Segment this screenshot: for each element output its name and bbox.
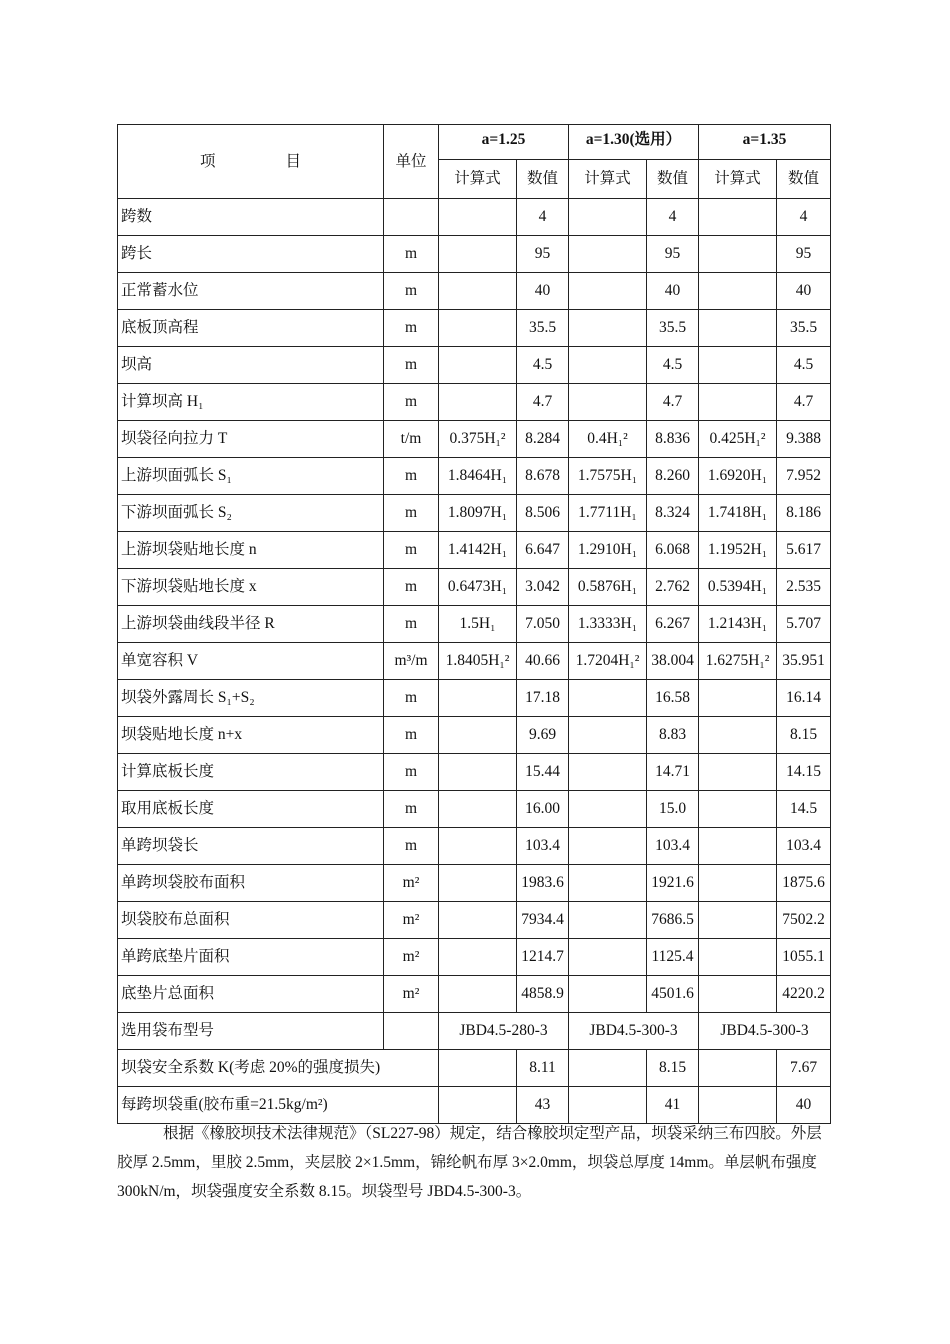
value-cell: 1921.6	[647, 865, 699, 902]
row-label: 上游坝袋贴地长度 n	[118, 532, 384, 569]
formula-cell	[439, 828, 517, 865]
row-label: 下游坝面弧长 S₂	[118, 495, 384, 532]
formula-cell	[699, 865, 777, 902]
table-row	[118, 791, 831, 828]
unit-cell: m³/m	[384, 643, 439, 680]
formula-cell	[569, 236, 647, 273]
unit-cell	[384, 1013, 439, 1050]
row-label: 下游坝袋贴地长度 x	[118, 569, 384, 606]
row-label: 坝袋胶布总面积	[118, 902, 384, 939]
value-cell: 5.617	[777, 532, 831, 569]
value-cell: 16.00	[517, 791, 569, 828]
table-row	[118, 939, 831, 976]
value-cell: 7502.2	[777, 902, 831, 939]
value-cell: 4220.2	[777, 976, 831, 1013]
unit-cell: m²	[384, 976, 439, 1013]
value-cell: 5.707	[777, 606, 831, 643]
formula-cell: 0.5394H₁	[699, 569, 777, 606]
formula-cell: 0.4H₁²	[569, 421, 647, 458]
table-row	[118, 606, 831, 643]
value-cell: 8.678	[517, 458, 569, 495]
formula-cell: 0.5876H₁	[569, 569, 647, 606]
formula-cell	[699, 199, 777, 236]
row-label: 坝袋贴地长度 n+x	[118, 717, 384, 754]
value-cell: 103.4	[517, 828, 569, 865]
value-cell: 17.18	[517, 680, 569, 717]
table-row	[118, 532, 831, 569]
unit-cell: m²	[384, 902, 439, 939]
value-cell: 95	[647, 236, 699, 273]
formula-cell: 1.2910H₁	[569, 532, 647, 569]
value-cell: 4.7	[517, 384, 569, 421]
unit-cell: m	[384, 458, 439, 495]
value-cell: 103.4	[777, 828, 831, 865]
table-row	[118, 347, 831, 384]
value-cell: 16.58	[647, 680, 699, 717]
formula-cell	[439, 976, 517, 1013]
unit-cell: m	[384, 680, 439, 717]
row-label: 每跨坝袋重(胶布重=21.5kg/m²)	[118, 1087, 439, 1124]
formula-cell	[699, 1087, 777, 1124]
formula-cell	[439, 310, 517, 347]
row-label: 坝袋外露周长 S₁+S₂	[118, 680, 384, 717]
formula-cell	[699, 273, 777, 310]
formula-cell: 0.425H₁²	[699, 421, 777, 458]
formula-cell	[699, 236, 777, 273]
formula-cell: 1.8097H₁	[439, 495, 517, 532]
unit-cell	[384, 199, 439, 236]
formula-cell	[699, 680, 777, 717]
formula-cell	[439, 1050, 517, 1087]
value-cell: 35.5	[647, 310, 699, 347]
formula-cell	[439, 384, 517, 421]
row-label: 选用袋布型号	[118, 1013, 384, 1050]
row-label: 单跨坝袋胶布面积	[118, 865, 384, 902]
value-cell: 95	[777, 236, 831, 273]
value-header: 数值	[777, 160, 831, 199]
formula-cell	[569, 902, 647, 939]
table-row	[118, 569, 831, 606]
formula-cell: 1.7711H₁	[569, 495, 647, 532]
value-cell: 35.951	[777, 643, 831, 680]
paragraph-text: 根据《橡胶坝技术法律规范》（SL227-98）规定，结合橡胶坝定型产品，坝袋采纳三布四胶。外层胶厚 2.5mm，里胶 2.5mm，夹层胶 2×1.5mm，锦纶帆布厚 3×2.0mm，坝袋总厚度 14mm。单层帆布强度 300kN/m，坝袋强度安全系数 8.15。坝袋型号 JBD4.5-300-3。	[117, 1125, 822, 1200]
unit-cell: m²	[384, 939, 439, 976]
value-cell: 4	[777, 199, 831, 236]
row-label: 计算底板长度	[118, 754, 384, 791]
unit-cell: m²	[384, 865, 439, 902]
formula-cell	[439, 680, 517, 717]
value-cell: 4.7	[647, 384, 699, 421]
table-header	[118, 125, 831, 199]
table-row	[118, 1087, 831, 1124]
row-label: 单宽容积 V	[118, 643, 384, 680]
formula-cell: 0.6473H₁	[439, 569, 517, 606]
model-cell: JBD4.5-300-3	[569, 1013, 699, 1050]
spec-table-container	[117, 124, 830, 1124]
unit-cell: m	[384, 495, 439, 532]
value-cell: 14.71	[647, 754, 699, 791]
unit-cell: m	[384, 532, 439, 569]
formula-cell	[569, 273, 647, 310]
formula-cell: 1.6920H₁	[699, 458, 777, 495]
value-cell: 9.388	[777, 421, 831, 458]
group-header-a135: a=1.35	[699, 125, 831, 160]
value-cell: 95	[517, 236, 569, 273]
row-label: 坝袋径向拉力 T	[118, 421, 384, 458]
table-row	[118, 643, 831, 680]
value-cell: 7934.4	[517, 902, 569, 939]
formula-cell	[569, 791, 647, 828]
unit-cell: m	[384, 236, 439, 273]
unit-cell: m	[384, 791, 439, 828]
formula-cell	[699, 384, 777, 421]
value-cell: 1125.4	[647, 939, 699, 976]
unit-cell: m	[384, 347, 439, 384]
row-label: 坝袋安全系数 K(考虑 20%的强度损失)	[118, 1050, 439, 1087]
table-row	[118, 828, 831, 865]
formula-cell: 1.8405H₁²	[439, 643, 517, 680]
value-cell: 7.952	[777, 458, 831, 495]
value-cell: 8.83	[647, 717, 699, 754]
formula-cell	[699, 1050, 777, 1087]
formula-cell	[439, 199, 517, 236]
value-cell: 35.5	[517, 310, 569, 347]
formula-cell	[439, 236, 517, 273]
value-cell: 43	[517, 1087, 569, 1124]
unit-header: 单位	[384, 125, 439, 199]
table-row	[118, 865, 831, 902]
item-header-char-1: 项	[199, 152, 216, 170]
row-label: 单跨坝袋长	[118, 828, 384, 865]
value-cell: 4.5	[517, 347, 569, 384]
unit-cell: m	[384, 717, 439, 754]
unit-cell: m	[384, 754, 439, 791]
value-cell: 8.284	[517, 421, 569, 458]
row-label: 计算坝高 H₁	[118, 384, 384, 421]
formula-cell	[569, 199, 647, 236]
value-cell: 1875.6	[777, 865, 831, 902]
row-label: 底板顶高程	[118, 310, 384, 347]
value-cell: 7.67	[777, 1050, 831, 1087]
value-cell: 4.7	[777, 384, 831, 421]
table-row	[118, 976, 831, 1013]
value-cell: 8.260	[647, 458, 699, 495]
value-cell: 35.5	[777, 310, 831, 347]
row-label: 上游坝面弧长 S₁	[118, 458, 384, 495]
formula-cell	[569, 347, 647, 384]
formula-cell	[699, 828, 777, 865]
formula-cell	[569, 1050, 647, 1087]
group-header-a125: a=1.25	[439, 125, 569, 160]
row-label: 取用底板长度	[118, 791, 384, 828]
value-cell: 38.004	[647, 643, 699, 680]
table-row	[118, 717, 831, 754]
value-cell: 8.15	[647, 1050, 699, 1087]
table-row	[118, 495, 831, 532]
value-cell: 1983.6	[517, 865, 569, 902]
formula-cell	[439, 791, 517, 828]
formula-header: 计算式	[439, 160, 517, 199]
table-row	[118, 421, 831, 458]
value-cell: 40	[777, 1087, 831, 1124]
unit-cell: m	[384, 828, 439, 865]
formula-cell	[569, 680, 647, 717]
value-cell: 3.042	[517, 569, 569, 606]
value-cell: 8.11	[517, 1050, 569, 1087]
formula-cell	[439, 865, 517, 902]
formula-cell: 1.8464H₁	[439, 458, 517, 495]
formula-cell: 1.7418H₁	[699, 495, 777, 532]
formula-cell: 1.6275H₁²	[699, 643, 777, 680]
unit-cell: m	[384, 273, 439, 310]
value-cell: 2.762	[647, 569, 699, 606]
formula-cell	[569, 754, 647, 791]
item-header-char-2: 目	[285, 152, 302, 170]
table-row	[118, 199, 831, 236]
value-cell: 4	[647, 199, 699, 236]
formula-cell: 1.3333H₁	[569, 606, 647, 643]
row-label: 单跨底垫片面积	[118, 939, 384, 976]
value-cell: 8.15	[777, 717, 831, 754]
formula-cell	[699, 754, 777, 791]
value-cell: 8.324	[647, 495, 699, 532]
table-row	[118, 680, 831, 717]
row-label: 跨长	[118, 236, 384, 273]
row-label: 跨数	[118, 199, 384, 236]
value-cell: 2.535	[777, 569, 831, 606]
table-row	[118, 384, 831, 421]
table-row	[118, 310, 831, 347]
item-header	[118, 125, 384, 199]
formula-header: 计算式	[699, 160, 777, 199]
formula-cell	[699, 310, 777, 347]
value-header: 数值	[647, 160, 699, 199]
table-row	[118, 1013, 831, 1050]
formula-cell: 1.5H₁	[439, 606, 517, 643]
value-cell: 40	[777, 273, 831, 310]
value-cell: 1055.1	[777, 939, 831, 976]
formula-cell	[699, 939, 777, 976]
value-cell: 4858.9	[517, 976, 569, 1013]
table-row	[118, 458, 831, 495]
table-row	[118, 1050, 831, 1087]
formula-cell: 1.4142H₁	[439, 532, 517, 569]
formula-cell	[439, 754, 517, 791]
formula-cell	[569, 865, 647, 902]
description-paragraph	[117, 1119, 835, 1206]
formula-cell	[439, 347, 517, 384]
value-cell: 8.836	[647, 421, 699, 458]
unit-cell: m	[384, 569, 439, 606]
value-cell: 7.050	[517, 606, 569, 643]
value-cell: 7686.5	[647, 902, 699, 939]
row-label: 上游坝袋曲线段半径 R	[118, 606, 384, 643]
formula-cell	[569, 1087, 647, 1124]
table-row	[118, 754, 831, 791]
formula-cell: 0.375H₁²	[439, 421, 517, 458]
formula-cell	[569, 976, 647, 1013]
model-cell: JBD4.5-300-3	[699, 1013, 831, 1050]
value-cell: 15.0	[647, 791, 699, 828]
row-label: 坝高	[118, 347, 384, 384]
unit-cell: t/m	[384, 421, 439, 458]
formula-cell	[439, 717, 517, 754]
value-cell: 16.14	[777, 680, 831, 717]
table-body	[118, 199, 831, 1124]
row-label: 正常蓄水位	[118, 273, 384, 310]
value-cell: 40	[517, 273, 569, 310]
table-row	[118, 236, 831, 273]
value-cell: 40	[647, 273, 699, 310]
formula-cell	[439, 902, 517, 939]
value-cell: 8.186	[777, 495, 831, 532]
table-row	[118, 902, 831, 939]
model-cell: JBD4.5-280-3	[439, 1013, 569, 1050]
value-cell: 8.506	[517, 495, 569, 532]
value-cell: 6.068	[647, 532, 699, 569]
formula-cell	[569, 939, 647, 976]
formula-cell	[699, 976, 777, 1013]
formula-cell	[569, 717, 647, 754]
value-cell: 4	[517, 199, 569, 236]
value-cell: 15.44	[517, 754, 569, 791]
formula-cell	[699, 347, 777, 384]
formula-cell	[569, 384, 647, 421]
row-label: 底垫片总面积	[118, 976, 384, 1013]
formula-cell	[439, 1087, 517, 1124]
value-cell: 9.69	[517, 717, 569, 754]
formula-cell	[439, 939, 517, 976]
unit-cell: m	[384, 384, 439, 421]
formula-cell	[699, 791, 777, 828]
value-cell: 40.66	[517, 643, 569, 680]
formula-header: 计算式	[569, 160, 647, 199]
value-cell: 14.15	[777, 754, 831, 791]
value-cell: 4501.6	[647, 976, 699, 1013]
unit-cell: m	[384, 606, 439, 643]
formula-cell: 1.2143H₁	[699, 606, 777, 643]
formula-cell	[439, 273, 517, 310]
value-cell: 41	[647, 1087, 699, 1124]
rubber-dam-calculation-table	[117, 124, 831, 1124]
formula-cell	[569, 310, 647, 347]
formula-cell: 1.7575H₁	[569, 458, 647, 495]
value-cell: 4.5	[777, 347, 831, 384]
formula-cell: 1.1952H₁	[699, 532, 777, 569]
value-cell: 4.5	[647, 347, 699, 384]
value-cell: 6.267	[647, 606, 699, 643]
unit-cell: m	[384, 310, 439, 347]
value-cell: 6.647	[517, 532, 569, 569]
group-header-a130: a=1.30(选用）	[569, 125, 699, 160]
value-header: 数值	[517, 160, 569, 199]
table-row	[118, 273, 831, 310]
formula-cell	[699, 717, 777, 754]
formula-cell	[569, 828, 647, 865]
value-cell: 14.5	[777, 791, 831, 828]
value-cell: 1214.7	[517, 939, 569, 976]
formula-cell: 1.7204H₁²	[569, 643, 647, 680]
value-cell: 103.4	[647, 828, 699, 865]
formula-cell	[699, 902, 777, 939]
